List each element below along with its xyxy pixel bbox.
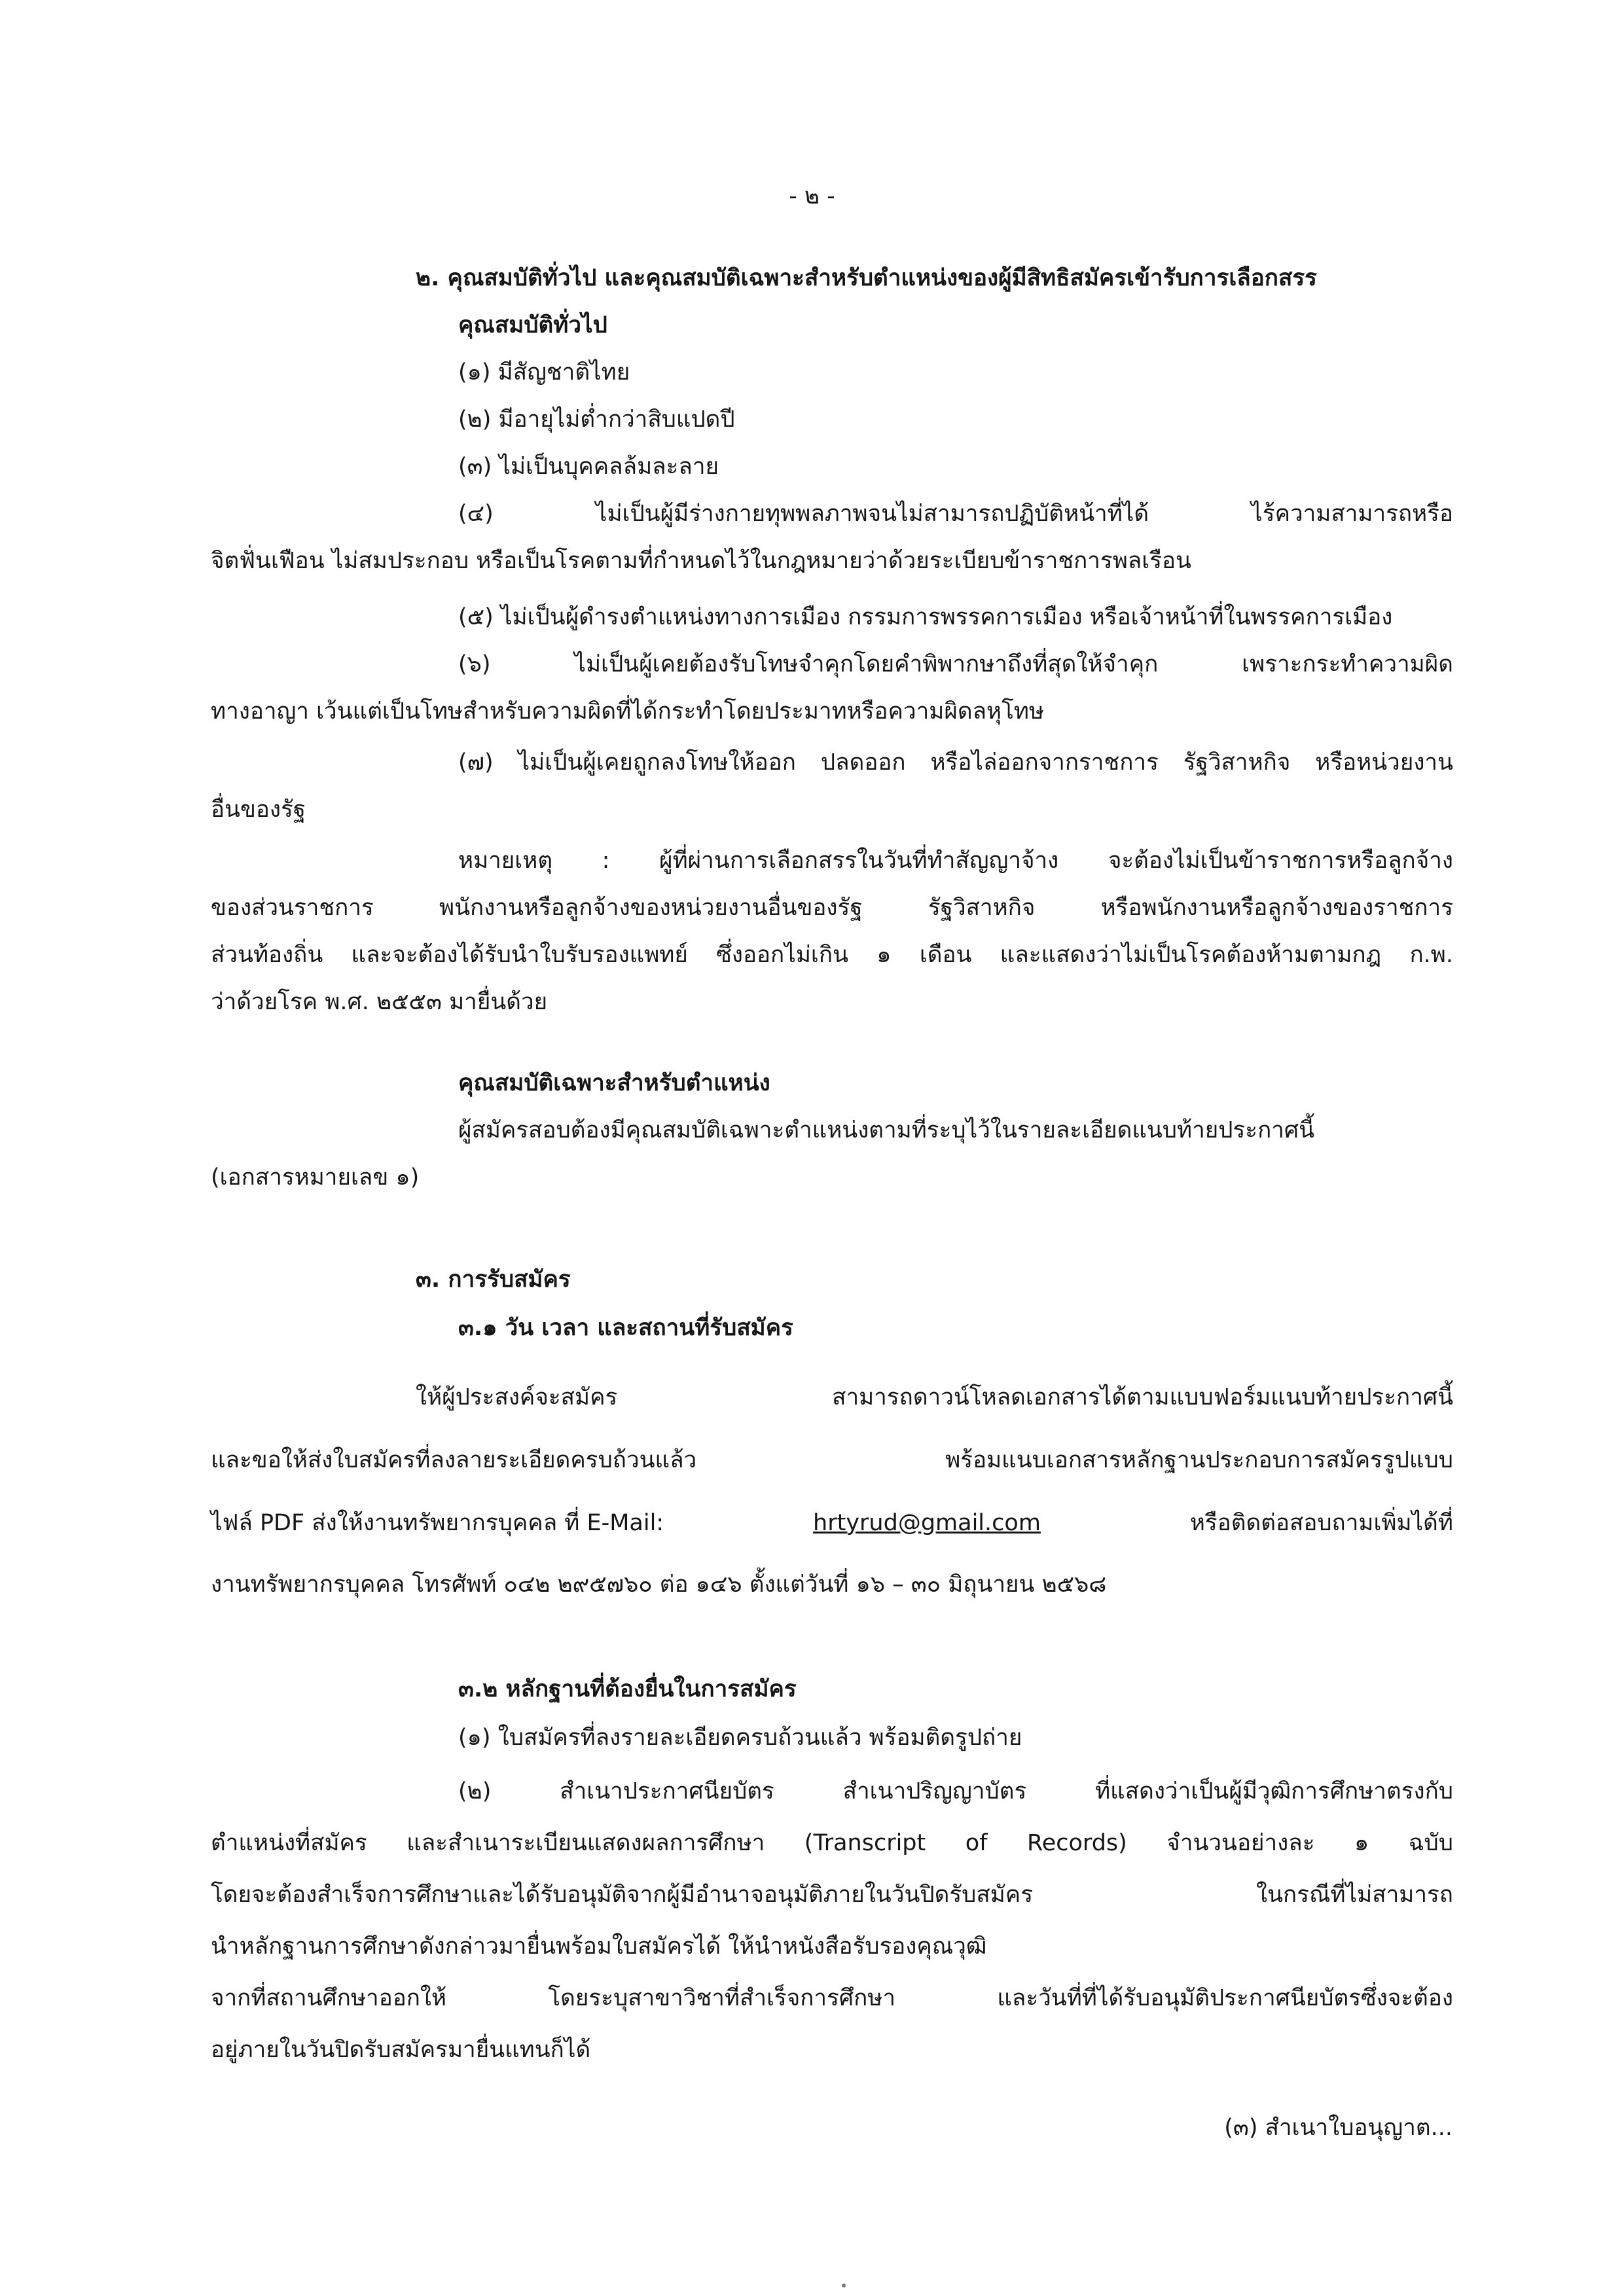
email-link[interactable]: hrtyrud@gmail.com [813,1509,1041,1536]
section-3-1-text: ให้ผู้ประสงค์จะสมัคร สามารถดาวน์โหลดเอกสารได้ตามแบบฟอร์มแนบท้ายประกาศนี้ [416,1384,1453,1410]
email-line-suffix: หรือติดต่อสอบถามเพิ่มได้ที่ [1189,1509,1453,1536]
scan-speck [842,2284,846,2287]
qualification-item: (๗) ไม่เป็นผู้เคยถูกลงโทษให้ออก ปลดออก หรือไล่ออกจากราชการ รัฐวิสาหกิจ หรือหน่วยงาน [458,749,1453,776]
evidence-item-continued: ตำแหน่งที่สมัคร และสำเนาระเบียนแสดงผลการศึกษา (Transcript of Records) จำนวนอย่างละ ๑ ฉบับ [211,1830,1453,1856]
specific-qualifications-text: ผู้สมัครสอบต้องมีคุณสมบัติเฉพาะตำแหน่งตามที่ระบุไว้ในรายละเอียดแนบท้ายประกาศนี้ [458,1117,1315,1143]
section-3-1-text: งานทรัพยากรบุคคล โทรศัพท์ ๐๔๒ ๒๙๕๗๖๐ ต่อ ๑๔๖ ตั้งแต่วันที่ ๑๖ – ๓๐ มิถุนายน ๒๕๖๘ [211,1571,1107,1598]
note-line: ส่วนท้องถิ่น และจะต้องได้รับนำใบรับรองแพทย์ ซึ่งออกไม่เกิน ๑ เดือน และแสดงว่าไม่เป็นโรคต้องห้ามตามกฎ ก.พ. [211,942,1453,968]
qualification-item: (๕) ไม่เป็นผู้ดำรงตำแหน่งทางการเมือง กรรมการพรรคการเมือง หรือเจ้าหน้าที่ในพรรคการเมือง [458,603,1393,630]
evidence-item-continued: จากที่สถานศึกษาออกให้ โดยระบุสาขาวิชาที่สำเร็จการศึกษา และวันที่ที่ได้รับอนุมัติประกาศนียบัตรซึ่งจะต้อง [211,1985,1453,2011]
section-3-1-email-line [211,1500,1453,1546]
evidence-item-continued: โดยจะต้องสำเร็จการศึกษาและได้รับอนุมัติจากผู้มีอำนาจอนุมัติภายในวันปิดรับสมัคร ในกรณีที่ไม่สามารถ [211,1882,1453,1908]
evidence-item-continued: อยู่ภายในวันปิดรับสมัครมายื่นแทนก็ได้ [211,2036,591,2063]
specific-qualifications-title: คุณสมบัติเฉพาะสำหรับตำแหน่ง [458,1069,770,1096]
section-3-1-title: ๓.๑ วัน เวลา และสถานที่รับสมัคร [458,1314,793,1341]
qualification-item-continued: ทางอาญา เว้นแต่เป็นโทษสำหรับความผิดที่ได้กระทำโดยประมาทหรือความผิดลหุโทษ [211,698,1045,725]
qualification-item: (๔) ไม่เป็นผู้มีร่างกายทุพพลภาพจนไม่สามารถปฏิบัติหน้าที่ได้ ไร้ความสามารถหรือ [458,501,1453,527]
page-number: - ๒ - [789,183,835,209]
qualification-item: (๒) มีอายุไม่ต่ำกว่าสิบแปดปี [458,406,735,433]
note-line: ของส่วนราชการ พนักงานหรือลูกจ้างของหน่วยงานอื่นของรัฐ รัฐวิสาหกิจ หรือพนักงานหรือลูกจ้างของราชการ [211,895,1453,921]
qualification-item: (๑) มีสัญชาติไทย [458,359,630,386]
specific-qualifications-text: (เอกสารหมายเลข ๑) [211,1164,420,1191]
email-line-prefix: ไฟล์ PDF ส่งให้งานทรัพยากรบุคคล ที่ E-Mail: [211,1509,664,1536]
section-3-2-title: ๓.๒ หลักฐานที่ต้องยื่นในการสมัคร [458,1676,797,1702]
section-3-heading: ๓. การรับสมัคร [416,1266,571,1293]
qualification-item-continued: อื่นของรัฐ [211,796,306,823]
note-line: หมายเหตุ : ผู้ที่ผ่านการเลือกสรรในวันที่ทำสัญญาจ้าง จะต้องไม่เป็นข้าราชการหรือลูกจ้าง [458,848,1453,874]
evidence-item: (๒) สำเนาประกาศนียบัตร สำเนาปริญญาบัตร ที่แสดงว่าเป็นผู้มีวุฒิการศึกษาตรงกับ [458,1778,1453,1804]
qualification-item: (๓) ไม่เป็นบุคคลล้มละลาย [458,453,719,480]
continuation-marker: (๓) สำเนาใบอนุญาต... [1224,2114,1453,2141]
section-3-1-text: และขอให้ส่งใบสมัครที่ลงลายระเอียดครบถ้วนแล้ว พร้อมแนบเอกสารหลักฐานประกอบการสมัครรูปแบบ [211,1447,1453,1473]
section-2-heading: ๒. คุณสมบัติทั่วไป และคุณสมบัติเฉพาะสำหรับตำแหน่งของผู้มีสิทธิสมัครเข้ารับการเลือกสรร [416,264,1317,291]
general-qualifications-title: คุณสมบัติทั่วไป [458,312,607,338]
qualification-item: (๖) ไม่เป็นผู้เคยต้องรับโทษจำคุกโดยคำพิพากษาถึงที่สุดให้จำคุก เพราะกระทำความผิด [458,651,1453,677]
evidence-item-continued: นำหลักฐานการศึกษาดังกล่าวมายื่นพร้อมใบสมัครได้ ให้นำหนังสือรับรองคุณวุฒิ [211,1933,987,1960]
note-line: ว่าด้วยโรค พ.ศ. ๒๕๕๓ มายื่นด้วย [211,988,548,1015]
evidence-item: (๑) ใบสมัครที่ลงรายละเอียดครบถ้วนแล้ว พร้อมติดรูปถ่าย [458,1724,1022,1751]
qualification-item-continued: จิตฟั่นเฟือน ไม่สมประกอบ หรือเป็นโรคตามที่กำหนดไว้ในกฎหมายว่าด้วยระเบียบข้าราชการพลเรือน [211,547,1191,574]
